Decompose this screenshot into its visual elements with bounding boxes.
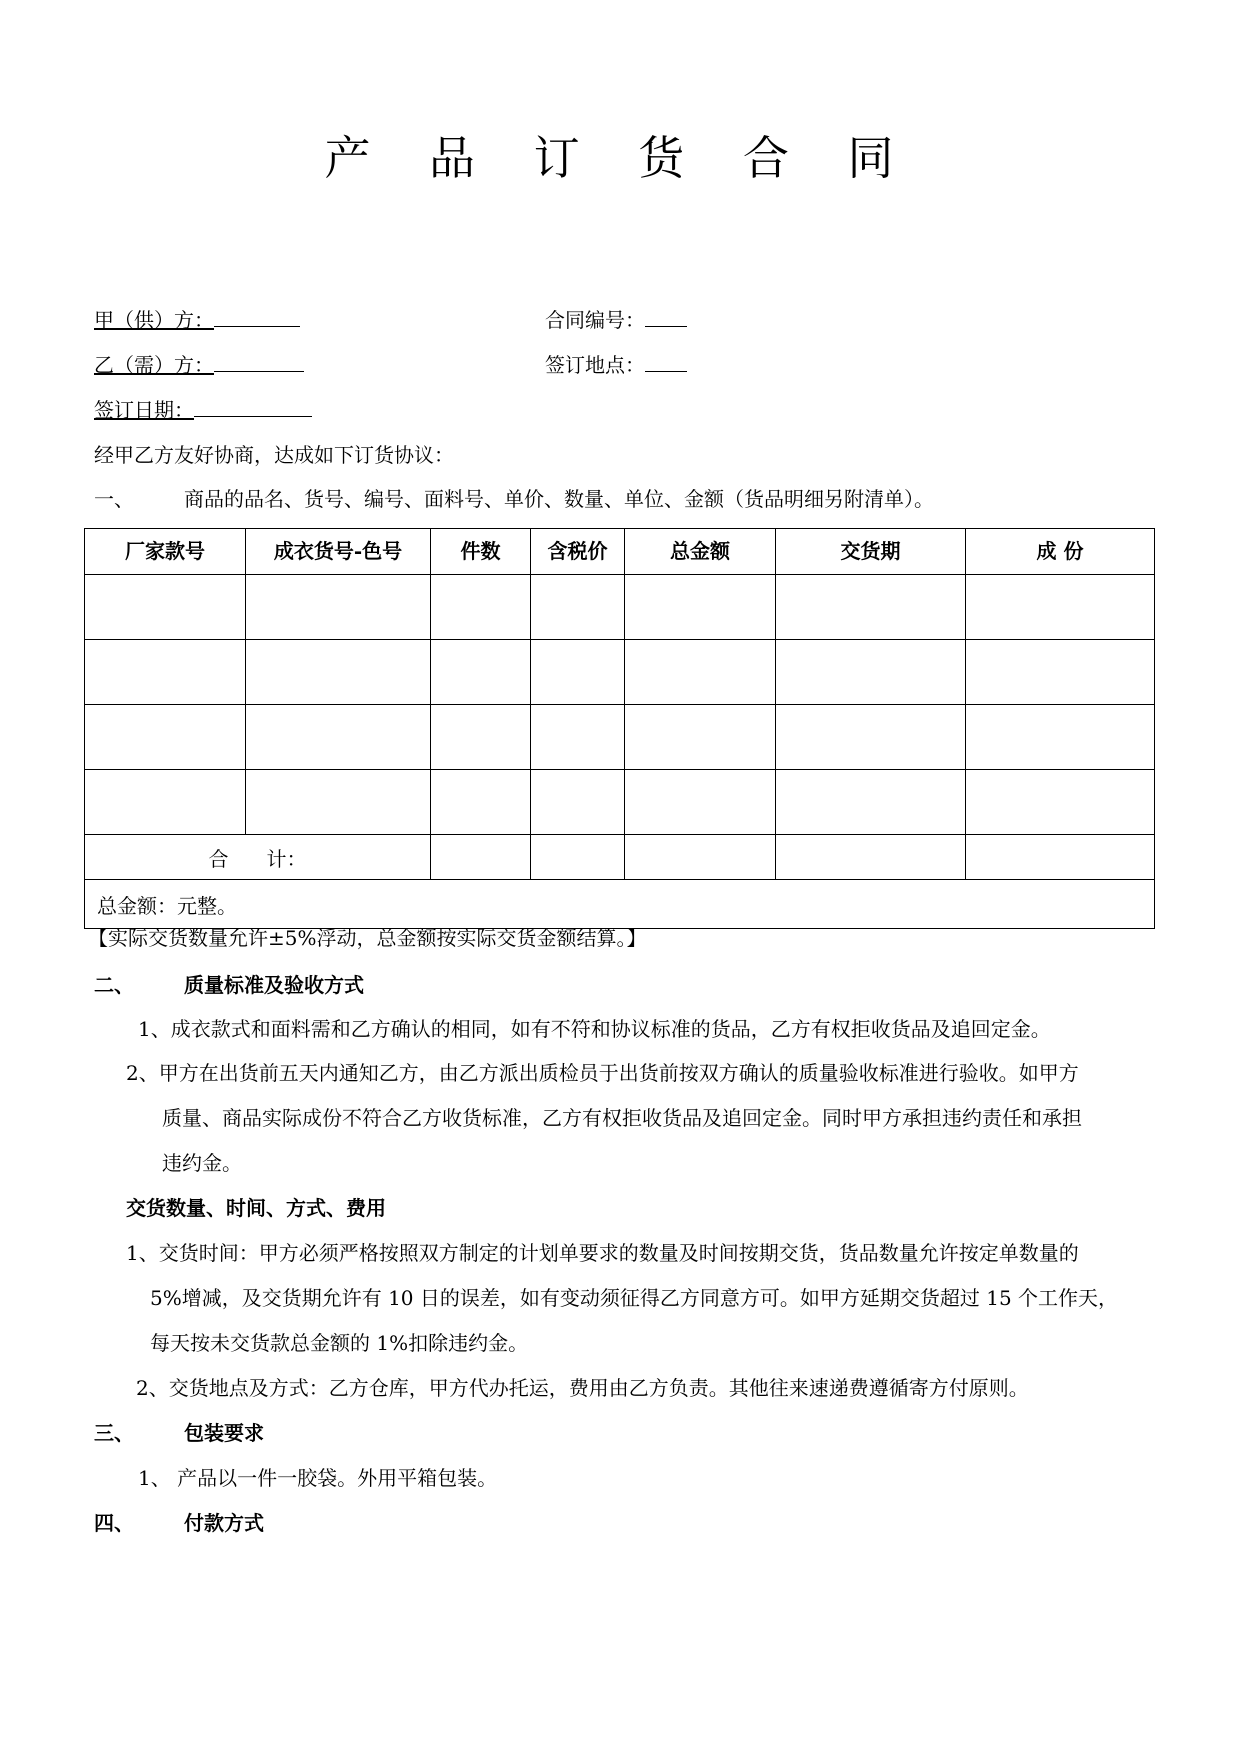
party-a-field [94, 306, 300, 334]
table-cell[interactable] [531, 705, 625, 770]
table-cell[interactable] [246, 640, 431, 705]
table-cell[interactable] [85, 640, 246, 705]
table-cell[interactable] [625, 575, 776, 640]
table-cell[interactable] [625, 640, 776, 705]
goods-table [84, 528, 1155, 929]
table-cell[interactable] [246, 705, 431, 770]
col-header-tax-price: 含税价 [531, 529, 625, 575]
sum-label: 合 计： [85, 835, 431, 880]
party-a-blank [214, 306, 300, 327]
section-4-heading [94, 1509, 264, 1537]
table-cell[interactable] [966, 770, 1155, 835]
table-cell[interactable] [85, 575, 246, 640]
table-cell[interactable] [531, 770, 625, 835]
table-cell[interactable] [776, 705, 966, 770]
table-sum-row [85, 835, 1155, 880]
section-2-heading [94, 971, 364, 999]
section-3-item-1: 1、 产品以一件一胶袋。外用平箱包装。 [138, 1466, 498, 1490]
col-header-total-amount: 总金额 [625, 529, 776, 575]
sign-date-blank [194, 396, 312, 417]
sign-date-label: 签订日期： [94, 398, 194, 422]
table-cell[interactable] [431, 575, 531, 640]
delivery-item-1-line-1: 1、交货时间：甲方必须严格按照双方制定的计划单要求的数量及时间按期交货，货品数量允许按定单数量的 [126, 1241, 1079, 1265]
col-header-item-color: 成衣货号-色号 [246, 529, 431, 575]
table-cell[interactable] [776, 770, 966, 835]
sign-place-field [545, 351, 687, 379]
section-4-number: 四、 [94, 1511, 134, 1535]
section-4-title: 付款方式 [184, 1511, 264, 1535]
table-row [85, 575, 1155, 640]
table-row [85, 705, 1155, 770]
section-1-text: 商品的品名、货号、编号、面料号、单价、数量、单位、金额（货品明细另附清单）。 [184, 487, 934, 511]
table-cell[interactable] [966, 640, 1155, 705]
table-cell[interactable] [625, 770, 776, 835]
section-2-item-1: 1、成衣款式和面料需和乙方确认的相同，如有不符和协议标准的货品，乙方有权拒收货品及追回定金。 [138, 1017, 1051, 1041]
document-title: 产 品 订 货 合 同 [324, 131, 916, 185]
section-3-title: 包装要求 [184, 1421, 264, 1445]
sum-amount-cell[interactable] [625, 835, 776, 880]
delivery-heading: 交货数量、时间、方式、费用 [126, 1196, 386, 1220]
sign-place-blank [645, 351, 687, 372]
section-2-item-2-line-1: 2、甲方在出货前五天内通知乙方，由乙方派出质检员于出货前按双方确认的质量验收标准进行验收。如甲方 [126, 1061, 1079, 1085]
col-header-quantity: 件数 [431, 529, 531, 575]
table-header-row [85, 529, 1155, 575]
table-cell[interactable] [431, 640, 531, 705]
col-header-delivery-date: 交货期 [776, 529, 966, 575]
section-2-number: 二、 [94, 973, 134, 997]
section-2-title: 质量标准及验收方式 [184, 973, 364, 997]
col-header-composition: 成 份 [966, 529, 1155, 575]
sign-date-field [94, 396, 312, 424]
table-cell[interactable] [776, 575, 966, 640]
section-1 [94, 485, 934, 513]
section-3-number: 三、 [94, 1421, 134, 1445]
delivery-item-1-line-2: 5%增减，及交货期允许有 10 日的误差，如有变动须征得乙方同意方可。如甲方延期交货超过 15 个工作天， [150, 1286, 1119, 1310]
section-2-item-2-line-3: 违约金。 [162, 1151, 242, 1175]
contract-no-label: 合同编号： [545, 308, 645, 332]
table-cell[interactable] [246, 575, 431, 640]
col-header-factory-no: 厂家款号 [85, 529, 246, 575]
table-total-row [85, 880, 1155, 929]
table-cell[interactable] [776, 640, 966, 705]
contract-no-blank [645, 306, 687, 327]
table-row [85, 640, 1155, 705]
delivery-item-1-line-3: 每天按未交货款总金额的 1%扣除违约金。 [150, 1331, 529, 1355]
table-cell[interactable] [531, 575, 625, 640]
table-cell[interactable] [625, 705, 776, 770]
table-cell[interactable] [531, 640, 625, 705]
intro-text: 经甲乙方友好协商，达成如下订货协议： [94, 443, 454, 467]
section-3-heading [94, 1419, 264, 1447]
total-amount-cell: 总金额：元整。 [85, 880, 1155, 929]
section-1-number: 一、 [94, 487, 134, 511]
table-row [85, 770, 1155, 835]
party-a-label: 甲（供）方： [94, 308, 214, 332]
table-cell[interactable] [85, 770, 246, 835]
party-b-blank [214, 351, 304, 372]
sign-place-label: 签订地点： [545, 353, 645, 377]
contract-no-field [545, 306, 687, 334]
sum-quantity-cell[interactable] [431, 835, 531, 880]
table-cell[interactable] [966, 575, 1155, 640]
section-2-item-2-line-2: 质量、商品实际成份不符合乙方收货标准，乙方有权拒收货品及追回定金。同时甲方承担违约责任和承担 [162, 1106, 1082, 1130]
sum-price-cell[interactable] [531, 835, 625, 880]
party-b-label: 乙（需）方： [94, 353, 214, 377]
table-cell[interactable] [966, 705, 1155, 770]
table-cell[interactable] [431, 770, 531, 835]
sum-composition-cell[interactable] [966, 835, 1155, 880]
table-cell[interactable] [246, 770, 431, 835]
sum-delivery-cell[interactable] [776, 835, 966, 880]
table-cell[interactable] [85, 705, 246, 770]
table-cell[interactable] [431, 705, 531, 770]
tolerance-note: 【实际交货数量允许±5%浮动，总金额按实际交货金额结算。】 [88, 926, 647, 950]
party-b-field [94, 351, 304, 379]
delivery-item-2: 2、交货地点及方式：乙方仓库，甲方代办托运，费用由乙方负责。其他往来速递费遵循寄方付原则。 [136, 1376, 1029, 1400]
